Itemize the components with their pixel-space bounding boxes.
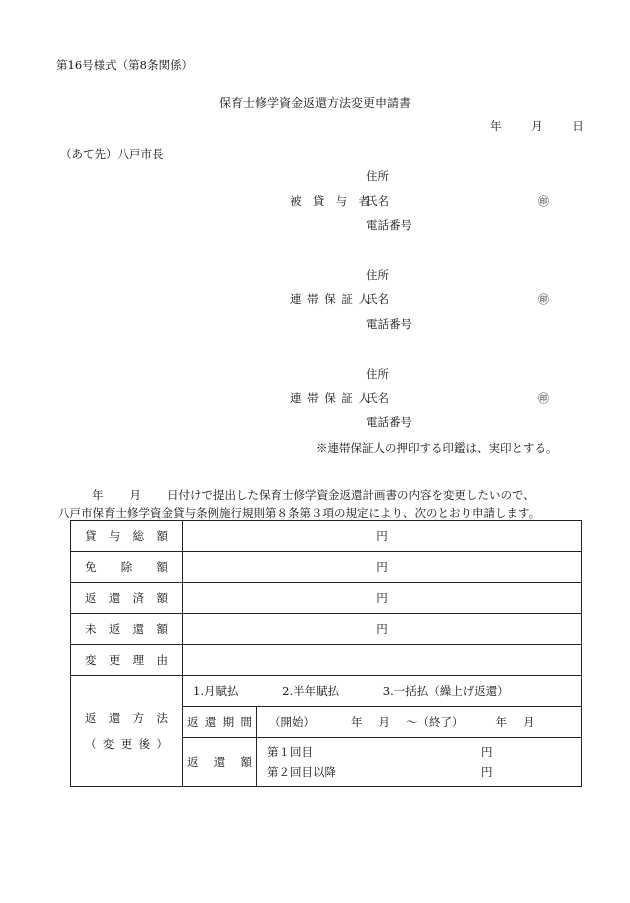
guarantor1-seal-mark: ㊞ xyxy=(538,293,549,306)
repayment-amount-label: 返還額 xyxy=(187,755,252,769)
application-date xyxy=(490,118,584,134)
period-start-label: （開始） xyxy=(269,715,315,729)
lead-year-label: 年 xyxy=(92,488,104,502)
date-month-label: 月 xyxy=(531,119,543,133)
change-reason-label: 変更理由 xyxy=(85,653,168,667)
table-row xyxy=(71,521,582,552)
repayment-method-label: 返還方法 xyxy=(85,711,168,725)
repaid-amount-field[interactable] xyxy=(183,583,582,614)
table-row xyxy=(71,583,582,614)
guarantor2-role-label: 連帯保証人 xyxy=(290,391,370,405)
form-number: 第16号様式（第8条関係） xyxy=(56,58,193,72)
loan-total-label: 貸与総額 xyxy=(85,529,168,543)
lead-line1-text: 日付けで提出した保育士修学資金返還計画書の内容を変更したいので、 xyxy=(167,488,535,502)
yen-unit: 円 xyxy=(376,622,388,636)
loan-total-field[interactable] xyxy=(183,521,582,552)
repayment-form-table xyxy=(70,520,582,787)
period-end-label: ～（終了） xyxy=(406,715,464,729)
yen-unit: 円 xyxy=(376,591,388,605)
unpaid-amount-label: 未返還額 xyxy=(85,622,168,636)
guarantor1-phone-label: 電話番号 xyxy=(366,317,412,331)
borrower-phone-label: 電話番号 xyxy=(366,218,412,232)
repaid-amount-label: 返還済額 xyxy=(85,591,168,605)
repayment-amount-field[interactable] xyxy=(257,738,582,787)
seal-note: ※連帯保証人の押印する印鑑は、実印とする。 xyxy=(316,441,558,455)
date-day-label: 日 xyxy=(572,119,584,133)
option-monthly[interactable]: 1.月賦払 xyxy=(193,684,239,698)
yen-unit: 円 xyxy=(376,529,388,543)
repayment-method-sublabel: （変更後） xyxy=(85,737,168,751)
period-end-month: 月 xyxy=(523,715,535,729)
guarantor1-name-label: 氏名 xyxy=(366,292,389,306)
period-end-year: 年 xyxy=(495,715,507,729)
subsequent-installment-label: 第２回目以降 xyxy=(267,765,336,779)
borrower-seal-mark: ㊞ xyxy=(538,195,549,208)
table-row xyxy=(71,676,582,707)
guarantor1-role-label: 連帯保証人 xyxy=(290,292,370,306)
guarantor1-address-label: 住所 xyxy=(366,268,389,282)
document-title: 保育士修学資金返還方法変更申請書 xyxy=(218,96,411,110)
period-start-month: 月 xyxy=(378,715,390,729)
addressee: （あて先）八戸市長 xyxy=(60,147,164,161)
guarantor2-phone-label: 電話番号 xyxy=(366,415,412,429)
first-installment-label: 第１回目 xyxy=(267,745,313,759)
table-row xyxy=(71,552,582,583)
change-reason-field[interactable] xyxy=(183,645,582,676)
exemption-amount-field[interactable] xyxy=(183,552,582,583)
unpaid-amount-field[interactable] xyxy=(183,614,582,645)
exemption-amount-label: 免除額 xyxy=(85,560,168,574)
borrower-name-label: 氏名 xyxy=(366,194,389,208)
repayment-period-field[interactable] xyxy=(257,707,582,738)
lead-month-label: 月 xyxy=(129,488,141,502)
lead-line-1 xyxy=(92,487,535,503)
borrower-address-label: 住所 xyxy=(366,169,389,183)
yen-unit: 円 xyxy=(376,560,388,574)
table-row xyxy=(71,614,582,645)
table-row xyxy=(71,645,582,676)
guarantor2-seal-mark: ㊞ xyxy=(538,392,549,405)
repayment-options[interactable] xyxy=(183,676,582,707)
yen-unit: 円 xyxy=(481,745,493,759)
lead-line-2: 八戸市保育士修学資金貸与条例施行規則第８条第３項の規定により、次のとおり申請します。 xyxy=(58,506,541,520)
option-lump-sum[interactable]: 3.一括払（繰上げ返還） xyxy=(382,684,509,698)
repayment-period-label: 返還期間 xyxy=(187,715,252,729)
guarantor2-name-label: 氏名 xyxy=(366,391,389,405)
yen-unit: 円 xyxy=(481,765,493,779)
guarantor2-address-label: 住所 xyxy=(366,367,389,381)
period-start-year: 年 xyxy=(351,715,363,729)
date-year-label: 年 xyxy=(490,119,502,133)
option-semiannual[interactable]: 2.半年賦払 xyxy=(282,684,340,698)
borrower-role-label: 被貸与者 xyxy=(290,194,370,208)
